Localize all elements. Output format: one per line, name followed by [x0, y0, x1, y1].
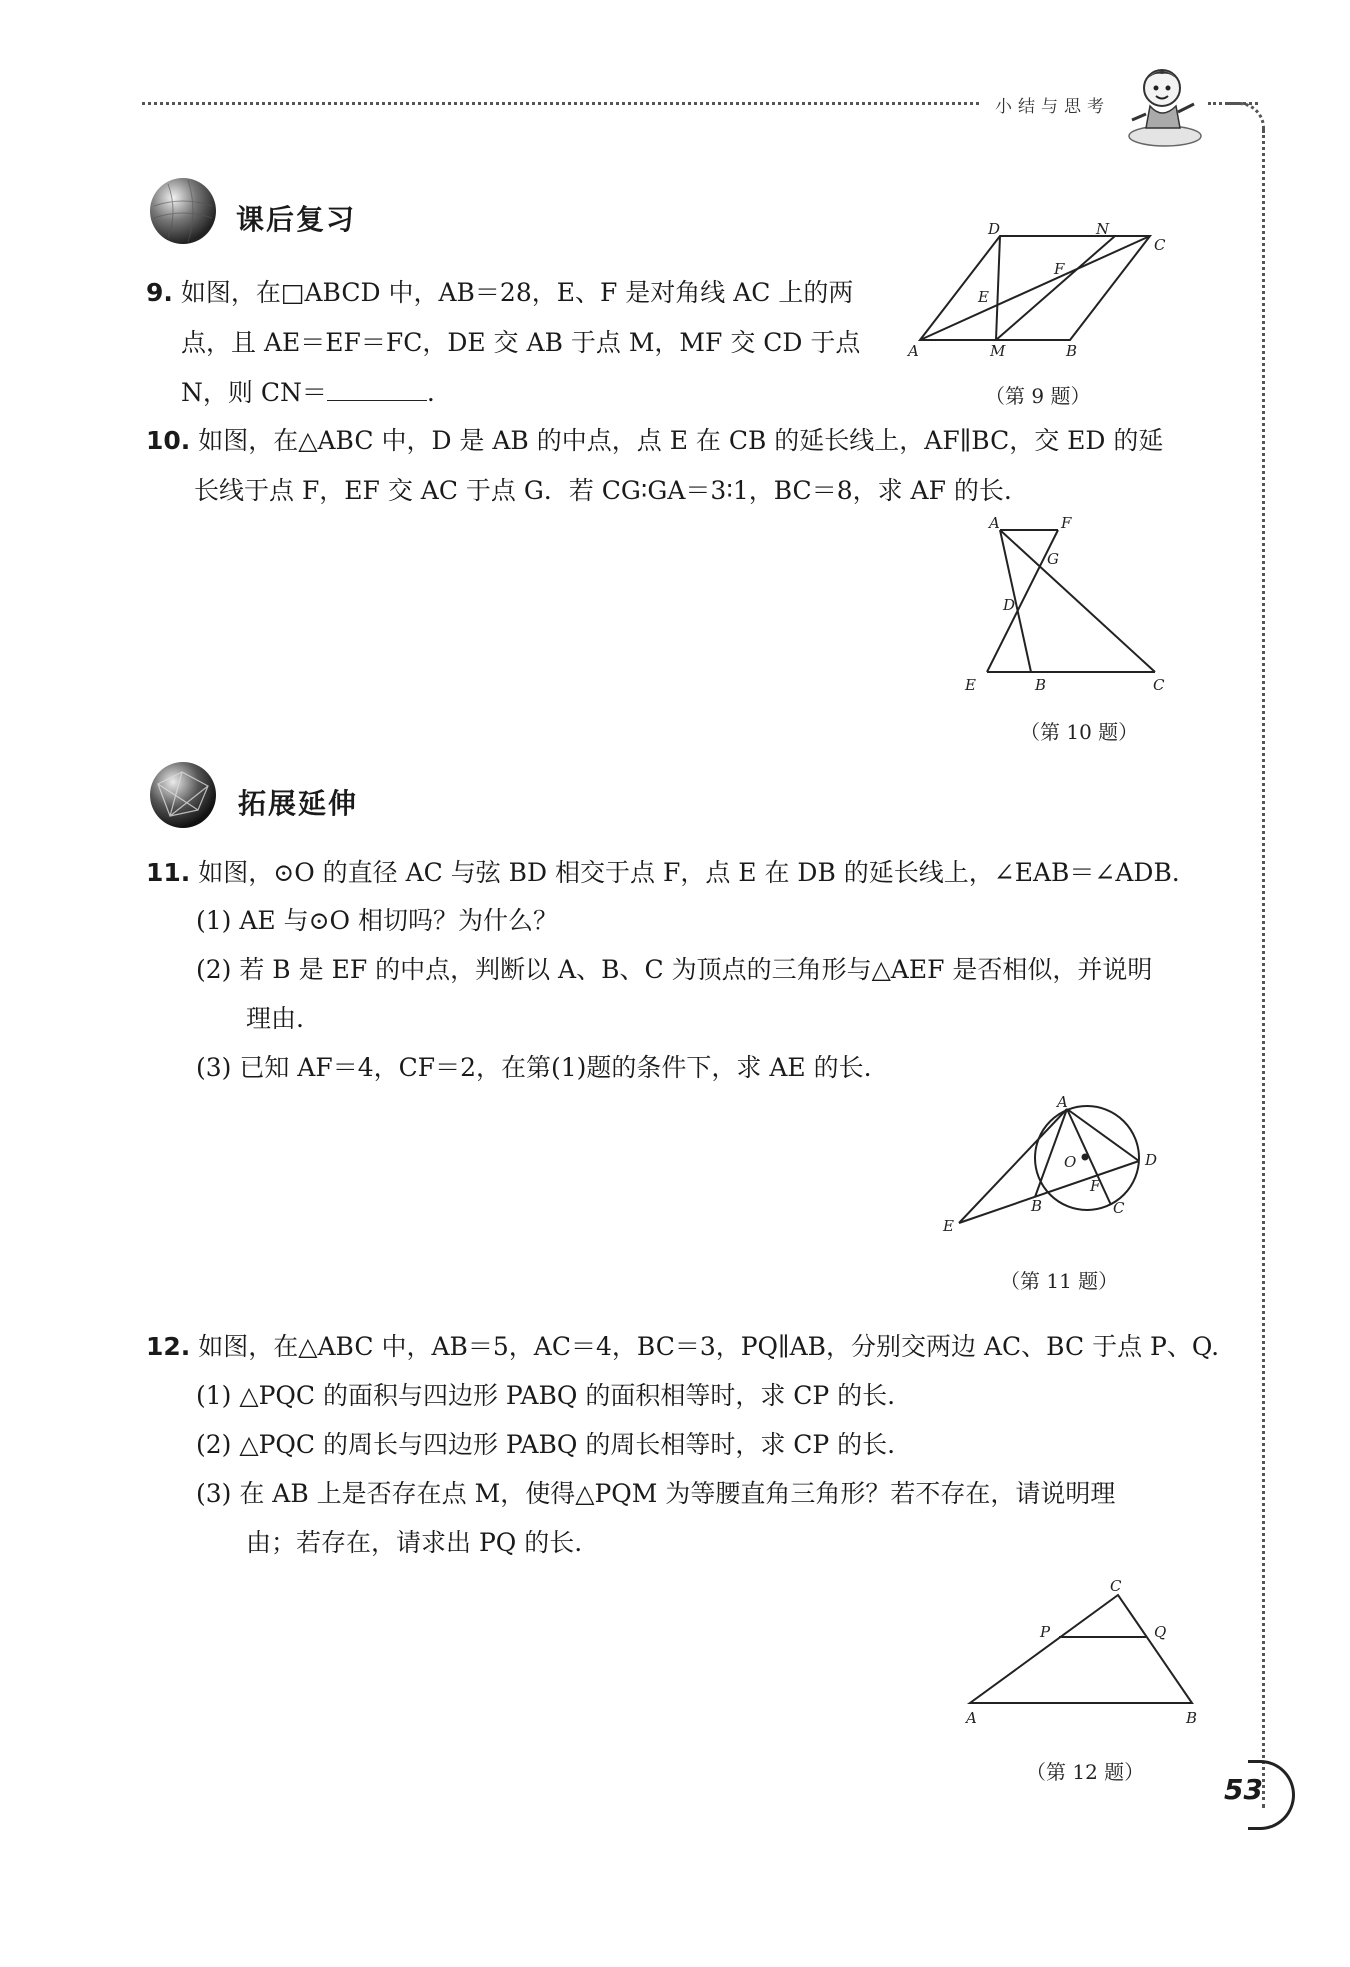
label-B: B — [1035, 676, 1047, 694]
question-11-part-2-cont: 理由. — [246, 1004, 304, 1033]
label-D: D — [988, 222, 1001, 238]
page-corner-rule — [1228, 102, 1265, 133]
section-ball-icon — [148, 176, 218, 246]
question-number: 12. — [146, 1332, 191, 1361]
figure-9-caption: （第 9 题） — [985, 384, 1091, 408]
question-12-part-1: (1) △PQC 的面积与四边形 PABQ 的面积相等时，求 CP 的长. — [196, 1381, 896, 1410]
figure-11-caption: （第 11 题） — [1000, 1269, 1119, 1293]
figure-12 — [960, 1575, 1210, 1730]
question-11-part-1: (1) AE 与⊙O 相切吗？为什么？ — [196, 906, 559, 935]
question-11-part-3: (3) 已知 AF＝4，CF＝2，在第(1)题的条件下，求 AE 的长. — [196, 1053, 872, 1082]
question-11-part-2: (2) 若 B 是 EF 的中点，判断以 A、B、C 为顶点的三角形与△AEF 是否相似，并说明 — [196, 955, 1153, 984]
section-title-extend: 拓展延伸 — [238, 787, 359, 820]
label-G: G — [1047, 550, 1059, 568]
question-text: . — [426, 378, 435, 407]
question-11 — [146, 848, 1180, 898]
label-F: F — [1054, 260, 1065, 278]
label-B: B — [1186, 1709, 1198, 1727]
question-10-line2: 长线于点 F，EF 交 AC 于点 G．若 CG∶GA＝3∶1，BC＝8，求 AF 的长. — [194, 476, 1012, 505]
label-A: A — [1057, 1095, 1068, 1111]
mascot-icon — [1120, 58, 1210, 153]
figure-10 — [955, 510, 1185, 695]
label-Q: Q — [1154, 1623, 1167, 1641]
label-B: B — [1031, 1197, 1043, 1215]
question-9-line3 — [181, 368, 435, 418]
header-label: 小结与思考 — [995, 97, 1110, 117]
label-E: E — [965, 676, 976, 694]
label-A: A — [908, 342, 919, 360]
label-A: A — [966, 1709, 977, 1727]
label-N: N — [1096, 222, 1110, 238]
question-12-part-2: (2) △PQC 的周长与四边形 PABQ 的周长相等时，求 CP 的长. — [196, 1430, 896, 1459]
question-text: N，则 CN＝ — [181, 378, 327, 407]
figure-10-caption: （第 10 题） — [1020, 720, 1139, 744]
label-C: C — [1113, 1199, 1125, 1217]
page-number: 53 — [1224, 1773, 1263, 1806]
question-number: 9. — [146, 278, 173, 307]
right-dotted-rule — [1262, 128, 1265, 1808]
label-C: C — [1153, 676, 1165, 694]
question-text: 如图，在△ABC 中，D 是 AB 的中点，点 E 在 CB 的延长线上，AF∥BC，交 ED 的延 — [198, 426, 1164, 455]
question-12-part-3: (3) 在 AB 上是否存在点 M，使得△PQM 为等腰直角三角形？若不存在，请说明理 — [196, 1479, 1116, 1508]
header-dotted-rule — [142, 102, 979, 105]
label-D: D — [1145, 1151, 1158, 1169]
label-E: E — [978, 288, 989, 306]
question-9 — [146, 268, 853, 318]
question-text: 如图，在△ABC 中，AB＝5，AC＝4，BC＝3，PQ∥AB，分别交两边 AC、BC 于点 P、Q. — [198, 1332, 1220, 1361]
question-number: 11. — [146, 858, 191, 887]
question-12-part-3-cont: 由；若存在，请求出 PQ 的长. — [246, 1528, 583, 1557]
question-text: 如图，在□ABCD 中，AB＝28，E、F 是对角线 AC 上的两 — [180, 278, 854, 307]
question-9-line2: 点，且 AE＝EF＝FC，DE 交 AB 于点 M，MF 交 CD 于点 — [181, 328, 861, 357]
label-B: B — [1066, 342, 1078, 360]
label-M: M — [990, 342, 1006, 360]
label-C: C — [1110, 1577, 1122, 1595]
label-C: C — [1154, 236, 1166, 254]
section-title-review: 课后复习 — [236, 203, 357, 236]
figure-11 — [935, 1095, 1175, 1235]
label-F: F — [1061, 514, 1072, 532]
label-E: E — [943, 1217, 954, 1235]
label-P: P — [1040, 1623, 1051, 1641]
answer-blank — [327, 378, 427, 401]
label-A: A — [989, 514, 1000, 532]
question-12 — [146, 1322, 1219, 1372]
question-10 — [146, 416, 1163, 466]
figure-12-caption: （第 12 题） — [1026, 1760, 1145, 1784]
label-F: F — [1090, 1177, 1101, 1195]
question-text: 如图，⊙O 的直径 AC 与弦 BD 相交于点 F，点 E 在 DB 的延长线上，∠EAB＝∠ADB. — [198, 858, 1180, 887]
label-O: O — [1064, 1153, 1077, 1171]
figure-9 — [900, 222, 1190, 362]
label-D: D — [1003, 596, 1016, 614]
section-globe-icon — [148, 760, 218, 830]
question-number: 10. — [146, 426, 191, 455]
